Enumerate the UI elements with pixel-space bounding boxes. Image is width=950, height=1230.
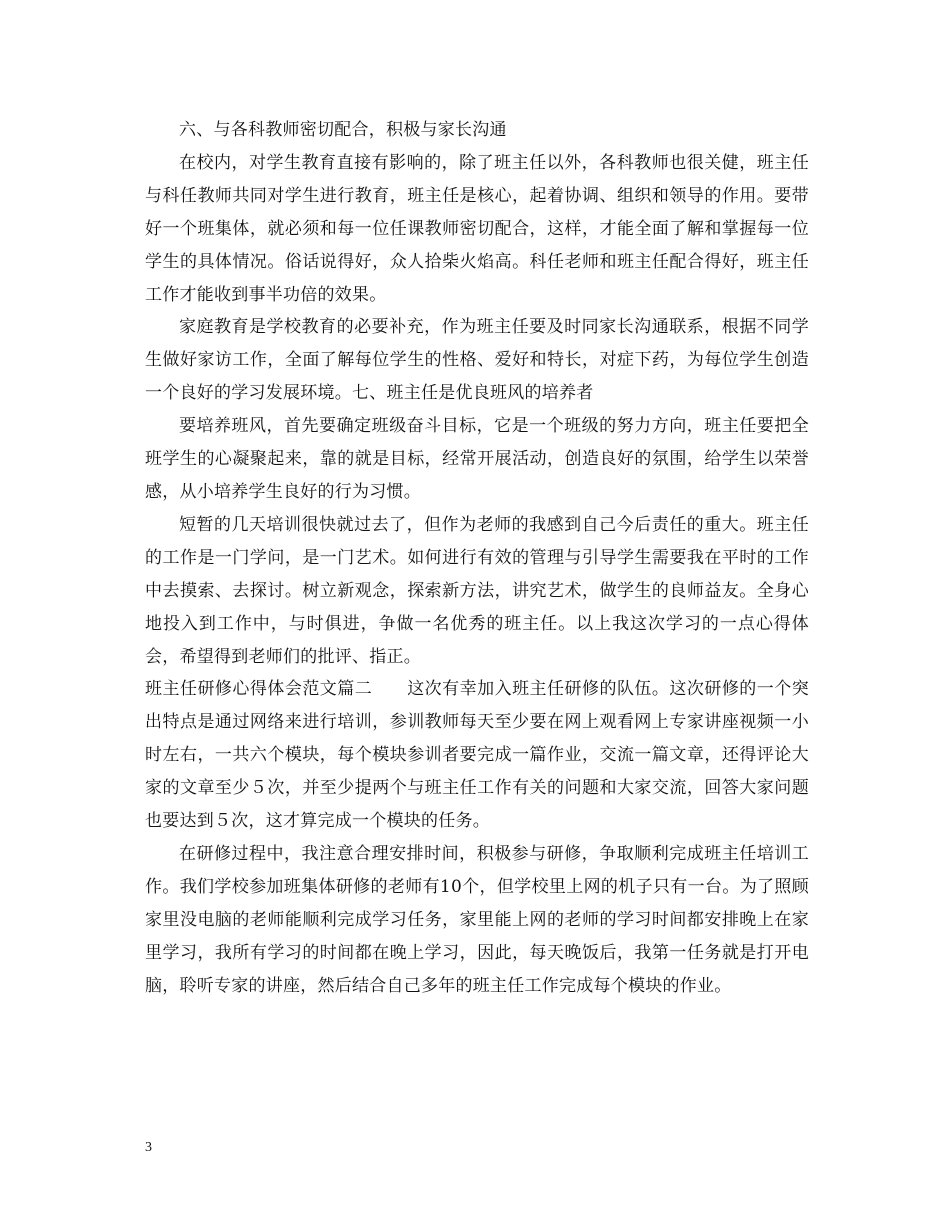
section-heading-six: 六、与各科教师密切配合，积极与家长沟通 (179, 120, 507, 140)
paragraph-family-education: 家庭教育是学校教育的必要补充，作为班主任要及时同家长沟通联系，根据不同学生做好家访工作，全面了解每位学生的性格、爱好和特长，对症下药，为每位学生创造一个良好的学习发展环境。七、班主任是优良班风的培养者 (145, 317, 809, 404)
paragraph-sample-two: 班主任研修心得体会范文篇二 这次有幸加入班主任研修的队伍。这次研修的一个突出特点是通过网络来进行培训，参训教师每天至少要在网上观看网上专家讲座视频一小时左右，一共六个模块，每个模块参训者要完成一篇作业，交流一篇文章，还得评论大家的文章至少５次，并至少提两个与班主任工作有关的问题和大家交流，回答大家问题也要达到５次，这才算完成一个模块的任务。 (145, 679, 809, 832)
paragraph-study-process: 在研修过程中，我注意合理安排时间，积极参与研修，争取顺利完成班主任培训工作。我们学校参加班集体研修的老师有10个，但学校里上网的机子只有一台。为了照顾家里没电脑的老师能顺利完成学习任务，家里能上网的老师的学习时间都安排晚上在家里学习，我所有学习的时间都在晚上学习，因此，每天晚饭后，我第一任务就是打开电脑，聆听专家的讲座，然后结合自己多年的班主任工作完成每个模块的作业。 (145, 843, 809, 996)
page-number: 3 (145, 1140, 152, 1155)
document-body (145, 114, 809, 1002)
paragraph-training-reflection: 短暂的几天培训很快就过去了，但作为老师的我感到自己今后责任的重大。班主任的工作是一门学问，是一门艺术。如何进行有效的管理与引导学生需要我在平时的工作中去摸索、去探讨。树立新观念，探索新方法，讲究艺术，做学生的良师益友。全身心地投入到工作中，与时俱进，争做一名优秀的班主任。以上我这次学习的一点心得体会，希望得到老师们的批评、指正。 (145, 514, 809, 667)
paragraph-teacher-cooperation: 在校内，对学生教育直接有影响的，除了班主任以外，各科教师也很关健，班主任与科任教师共同对学生进行教育，班主任是核心，起着协调、组织和领导的作用。要带好一个班集体，就必须和每一位任课教师密切配合，这样，才能全面了解和掌握每一位学生的具体情况。俗话说得好，众人拾柴火焰高。科任老师和班主任配合得好，班主任工作才能收到事半功倍的效果。 (145, 152, 809, 305)
paragraph-class-spirit: 要培养班风，首先要确定班级奋斗目标，它是一个班级的努力方向，班主任要把全班学生的心凝聚起来，靠的就是目标，经常开展活动，创造良好的氛围，给学生以荣誉感，从小培养学生良好的行为习惯。 (145, 416, 809, 502)
